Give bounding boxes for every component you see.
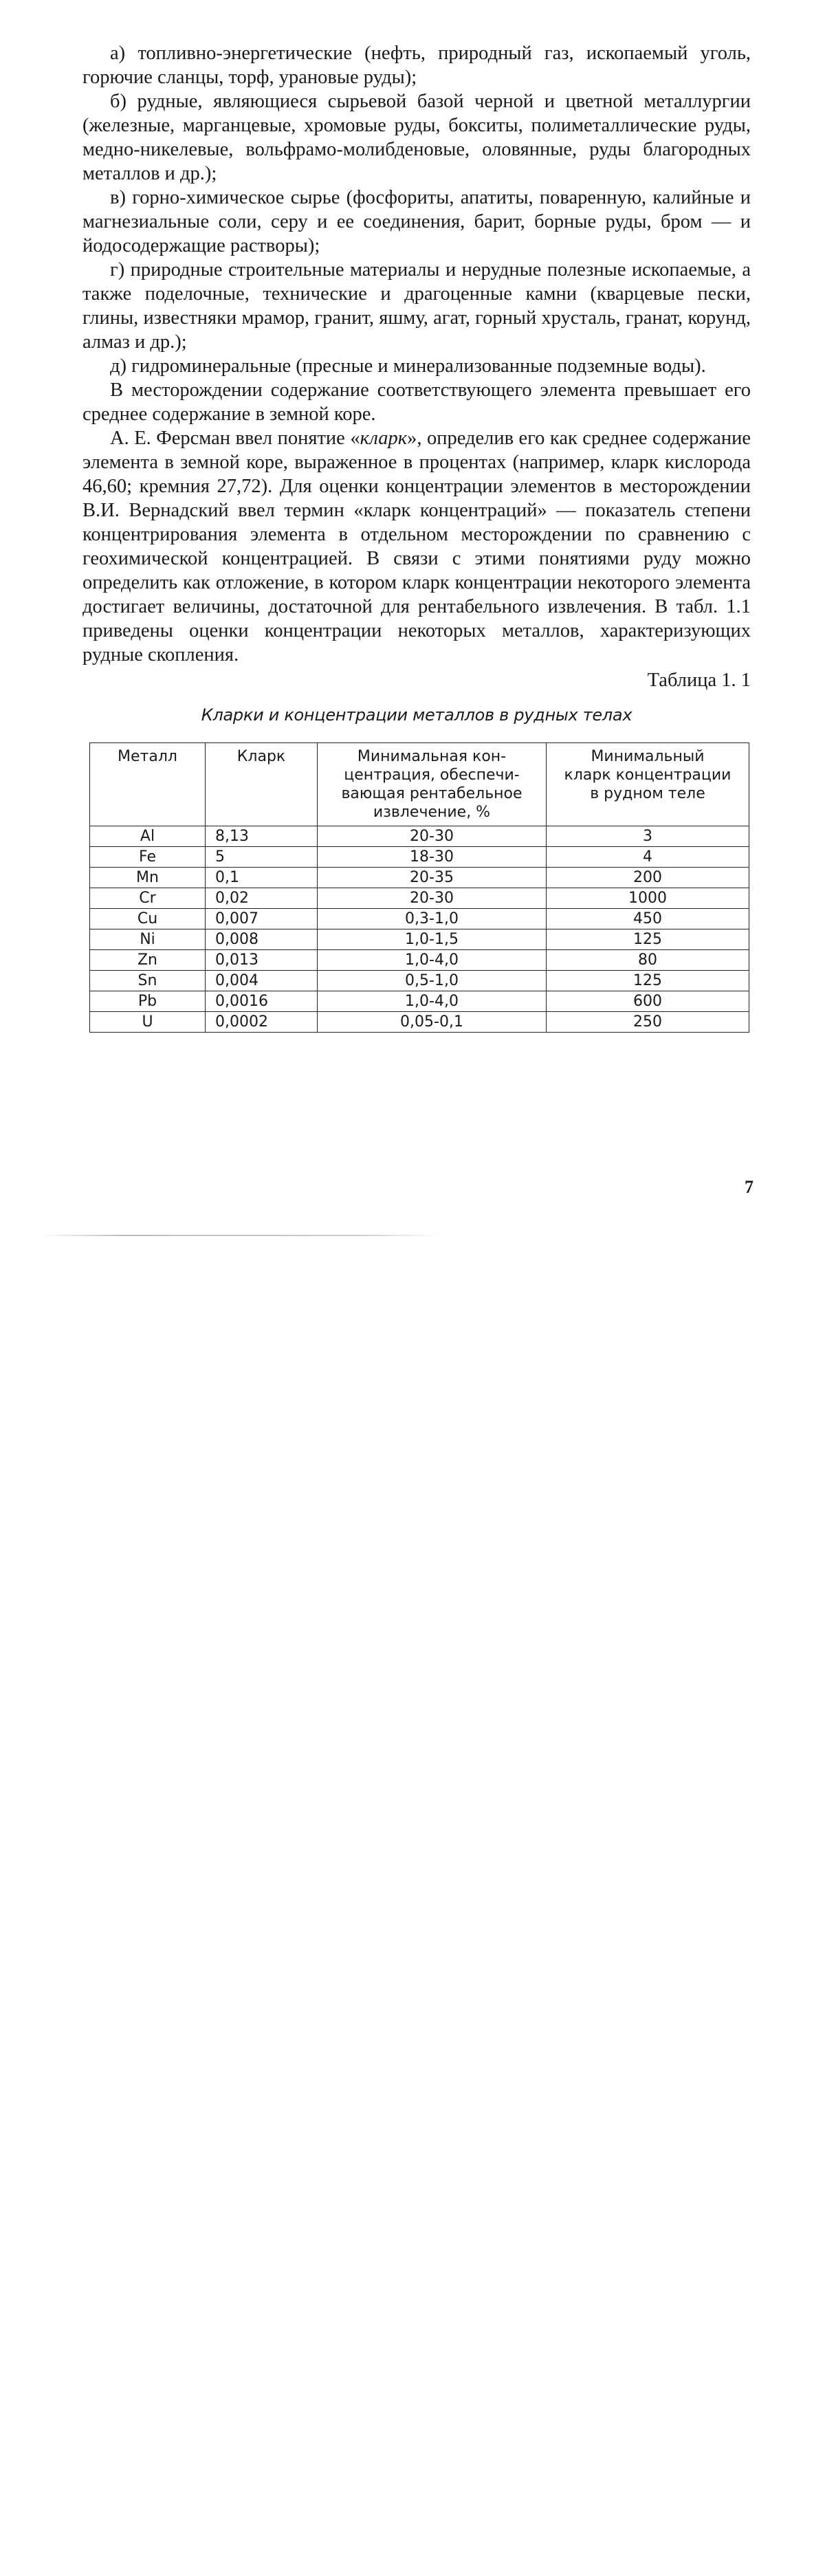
paragraph-mining-chemical: в) горно-химическое сырье (фосфориты, апатиты, поваренную, калийные и магнезиальные соли, серу и ее соединения, барит, борные руды, бром — и йодосодержащие растворы); [82, 187, 751, 256]
cell-clark: 0,0016 [206, 991, 318, 1012]
cell-min-concentration: 1,0-4,0 [318, 991, 547, 1012]
table-row [90, 1012, 749, 1033]
cell-min-concentration: 0,05-0,1 [318, 1012, 547, 1033]
cell-metal: Zn [90, 950, 206, 971]
fersman-text-after: », определив его как среднее содержание элемента в земной коре, выраженное в процентах (например, кларк кислорода 46,60; кремния 27,72). Для оценки концентрации элементов в месторождении В.И. Вернадский ввел термин «кларк концентраций» — показатель степени концентрирования элемента в отдельном месторождении по сравнению с геохимической концентрацией. В связи с этими понятиями руду можно определить как отложение, в котором кларк концентрации некоторого элемента достигает величины, достаточной для рентабельного извлечения. В табл. 1.1 приведены оценки концентрации некоторых металлов, характеризующих рудные скопления. [82, 428, 751, 665]
cell-clark: 0,0002 [206, 1012, 318, 1033]
cell-clark: 0,008 [206, 929, 318, 950]
cell-metal: Cr [90, 888, 206, 909]
header-min-concentration: Минимальная кон- центрация, обеспечи- вающая рентабельное извлечение, % [318, 743, 547, 826]
table-row [90, 847, 749, 868]
table-row [90, 826, 749, 847]
header-clark: Кларк [206, 743, 318, 826]
cell-metal: Mn [90, 868, 206, 888]
table-body [90, 826, 749, 1033]
table-caption: Таблица 1. 1 [647, 670, 751, 691]
table-title: Кларки и концентрации металлов в рудных телах [201, 705, 632, 725]
paragraph-fuel-energy: а) топливно-энергетические (нефть, природный газ, ископаемый уголь, горючие сланцы, торф, урановые руды); [82, 43, 751, 88]
cell-min-concentration: 18-30 [318, 847, 547, 868]
page-number: 7 [745, 1177, 754, 1197]
cell-min-concentration: 1,0-4,0 [318, 950, 547, 971]
cell-clark: 0,1 [206, 868, 318, 888]
cell-metal: Pb [90, 991, 206, 1012]
cell-min-clark-concentration: 250 [547, 1012, 749, 1033]
cell-min-clark-concentration: 125 [547, 971, 749, 991]
cell-min-clark-concentration: 200 [547, 868, 749, 888]
cell-metal: Fe [90, 847, 206, 868]
cell-min-clark-concentration: 125 [547, 929, 749, 950]
page-content [82, 41, 751, 1033]
cell-metal: Ni [90, 929, 206, 950]
cell-min-clark-concentration: 3 [547, 826, 749, 847]
table-row [90, 868, 749, 888]
table-row [90, 909, 749, 929]
table-header-row [90, 743, 749, 826]
header-min-clark-concentration: Минимальный кларк концентрации в рудном теле [547, 743, 749, 826]
table-row [90, 991, 749, 1012]
paragraph-fersman [82, 426, 751, 667]
cell-min-concentration: 20-35 [318, 868, 547, 888]
cell-clark: 0,007 [206, 909, 318, 929]
cell-min-clark-concentration: 450 [547, 909, 749, 929]
fersman-text-before: А. Е. Ферсман ввел понятие « [110, 428, 360, 449]
cell-clark: 0,02 [206, 888, 318, 909]
cell-min-clark-concentration: 1000 [547, 888, 749, 909]
cell-min-concentration: 20-30 [318, 826, 547, 847]
cell-min-concentration: 1,0-1,5 [318, 929, 547, 950]
table-row [90, 929, 749, 950]
cell-min-clark-concentration: 80 [547, 950, 749, 971]
table-row [90, 888, 749, 909]
table-row [90, 950, 749, 971]
cell-metal: Al [90, 826, 206, 847]
paragraph-building-materials: г) природные строительные материалы и нерудные полезные ископаемые, а также поделочные, технические и драгоценные камни (кварцевые пески, глины, известняки мрамор, гранит, яшму, агат, горный хрусталь, гранат, корунд, алмаз и др.); [82, 259, 751, 353]
cell-clark: 5 [206, 847, 318, 868]
cell-clark: 0,013 [206, 950, 318, 971]
paragraph-deposit-content: В месторождении содержание соответствующего элемента превышает его среднее содержание в земной коре. [82, 379, 751, 425]
cell-min-concentration: 0,5-1,0 [318, 971, 547, 991]
table-row [90, 971, 749, 991]
cell-metal: Cu [90, 909, 206, 929]
scan-artifact-line [41, 1235, 440, 1236]
cell-min-concentration: 20-30 [318, 888, 547, 909]
cell-clark: 0,004 [206, 971, 318, 991]
paragraph-hydromineral: д) гидроминеральные (пресные и минерализованные подземные воды). [110, 355, 706, 377]
clark-table [89, 742, 749, 1033]
paragraph-ore: б) рудные, являющиеся сырьевой базой черной и цветной металлургии (железные, марганцевые, хромовые руды, бокситы, полиметаллические руды, медно-никелевые, вольфрамо-молибденовые, оловянные, руды благородных металлов и др.); [82, 91, 751, 184]
cell-clark: 8,13 [206, 826, 318, 847]
term-clark: кларк [360, 428, 408, 449]
cell-min-clark-concentration: 600 [547, 991, 749, 1012]
cell-metal: U [90, 1012, 206, 1033]
cell-min-concentration: 0,3-1,0 [318, 909, 547, 929]
cell-min-clark-concentration: 4 [547, 847, 749, 868]
header-metal: Металл [90, 743, 206, 826]
cell-metal: Sn [90, 971, 206, 991]
